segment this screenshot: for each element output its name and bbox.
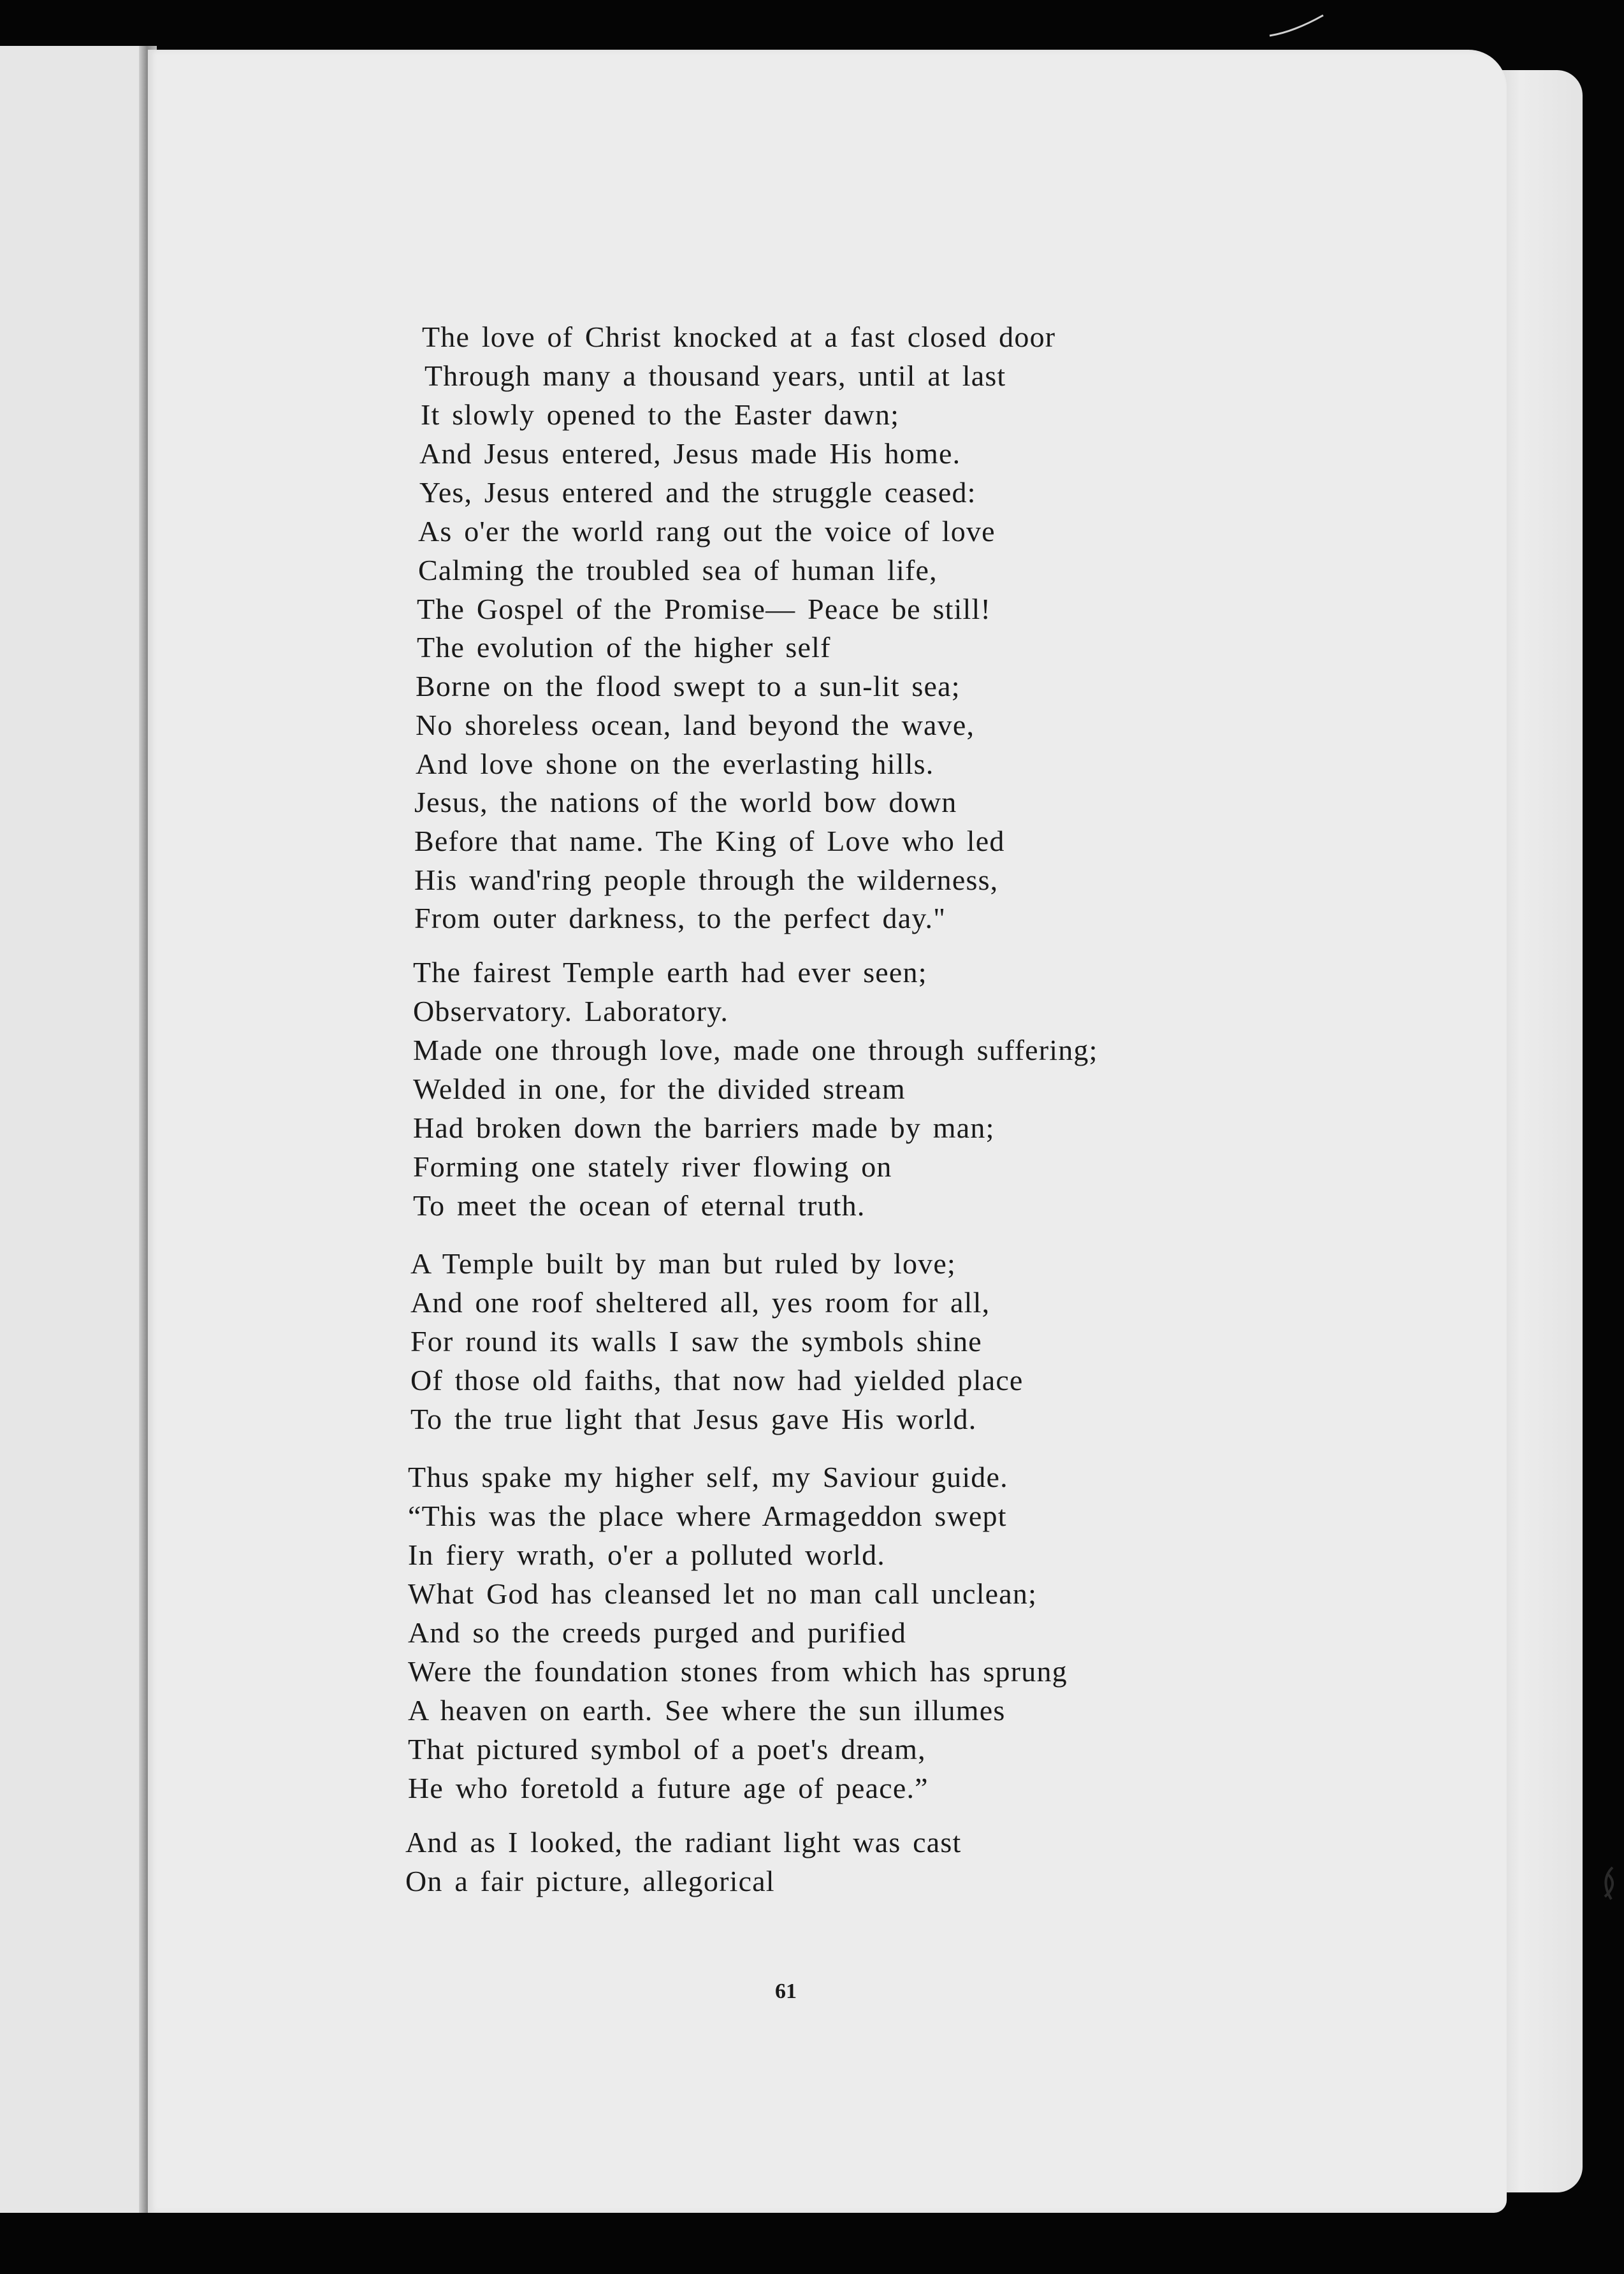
poem-text: [148, 50, 1507, 2213]
poem-line: “This was the place where Armageddon swept: [408, 1500, 1007, 1532]
poem-line: And so the creeds purged and purified: [408, 1616, 907, 1649]
book-page: [148, 50, 1507, 2213]
poem-line: Through many a thousand years, until at last: [424, 359, 1006, 392]
poem-line: Before that name. The King of Love who led: [414, 825, 1005, 857]
poem-line: Thus spake my higher self, my Saviour guide.: [408, 1461, 1008, 1493]
poem-line: A Temple built by man but ruled by love;: [410, 1247, 956, 1280]
poem-line: Calming the troubled sea of human life,: [418, 554, 938, 586]
poem-line: And one roof sheltered all, yes room for all,: [410, 1286, 990, 1319]
poem-line: Jesus, the nations of the world bow down: [414, 786, 957, 818]
poem-line: The fairest Temple earth had ever seen;: [413, 956, 927, 989]
poem-line: From outer darkness, to the perfect day.": [414, 902, 946, 934]
poem-line: Forming one stately river flowing on: [413, 1150, 892, 1183]
poem-line: Made one through love, made one through suffering;: [413, 1034, 1098, 1066]
page-edge-smudge: [1593, 1861, 1624, 1906]
poem-line: In fiery wrath, o'er a polluted world.: [408, 1539, 886, 1571]
poem-line: To meet the ocean of eternal truth.: [413, 1189, 866, 1222]
poem-line: Welded in one, for the divided stream: [413, 1073, 906, 1105]
poem-line: Had broken down the barriers made by man;: [413, 1112, 995, 1144]
poem-line: For round its walls I saw the symbols shine: [410, 1325, 982, 1358]
poem-line: And love shone on the everlasting hills.: [416, 748, 934, 780]
poem-line: Were the foundation stones from which has sprung: [408, 1655, 1068, 1688]
poem-line: The Gospel of the Promise— Peace be still!: [417, 593, 992, 625]
poem-line: The love of Christ knocked at a fast closed door: [422, 321, 1056, 353]
poem-line: No shoreless ocean, land beyond the wave,: [416, 709, 975, 741]
poem-line: And as I looked, the radiant light was cast: [405, 1826, 962, 1858]
poem-line: What God has cleansed let no man call unclean;: [408, 1577, 1038, 1610]
poem-line: As o'er the world rang out the voice of love: [418, 515, 996, 547]
poem-line: That pictured symbol of a poet's dream,: [408, 1733, 926, 1765]
poem-line: To the true light that Jesus gave His world.: [410, 1403, 977, 1435]
poem-line: The evolution of the higher self: [417, 631, 831, 663]
poem-line: A heaven on earth. See where the sun illumes: [408, 1694, 1006, 1727]
poem-line: Yes, Jesus entered and the struggle ceased:: [419, 476, 976, 509]
poem-line: And Jesus entered, Jesus made His home.: [419, 437, 961, 470]
poem-line: It slowly opened to the Easter dawn;: [421, 398, 900, 431]
poem-line: Observatory. Laboratory.: [413, 995, 729, 1027]
page-number: 61: [775, 1980, 797, 2003]
poem-line: He who foretold a future age of peace.”: [408, 1772, 929, 1804]
facing-page-edge: [0, 46, 148, 2213]
poem-line: His wand'ring people through the wilderness,: [414, 864, 999, 896]
poem-line: Of those old faiths, that now had yielded place: [410, 1364, 1024, 1396]
poem-line: Borne on the flood swept to a sun-lit sea;: [416, 670, 961, 702]
poem-line: On a fair picture, allegorical: [405, 1865, 775, 1897]
scan-corner-mark: [1268, 13, 1326, 38]
